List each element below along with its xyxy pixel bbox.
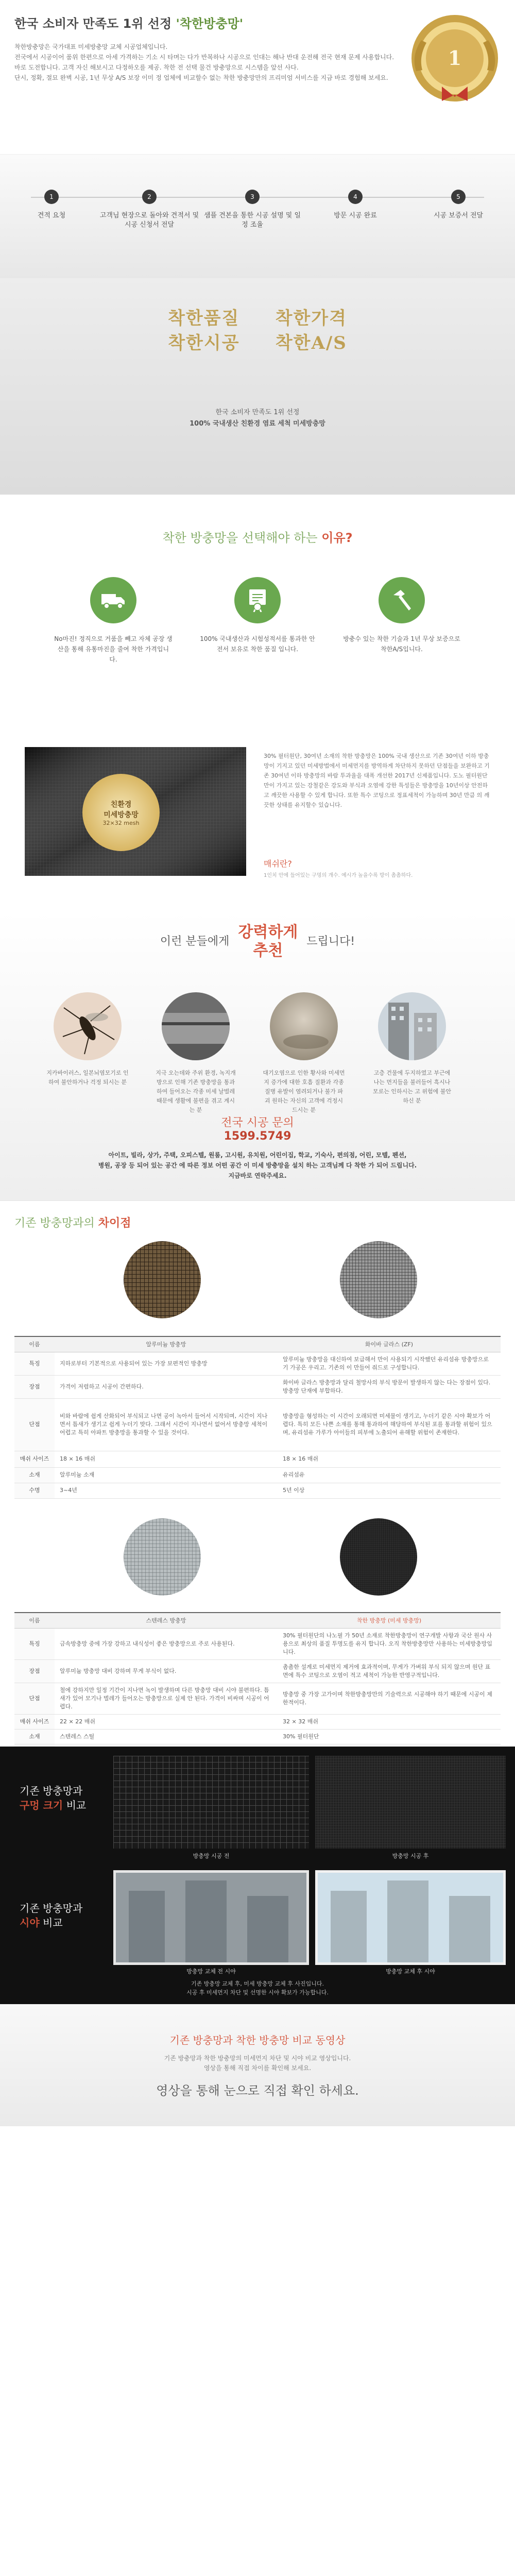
step-label: 샘플 견본을 통한 시공 설명 및 일정 조율 — [203, 212, 301, 229]
contact-label: 전국 시공 문의 — [221, 1116, 294, 1129]
recommend-text: 지극 오는데와 주위 환경, 녹지개방으로 인해 기존 방충망을 통과하여 들어오는 각종 미세 날벌레 때문에 생활에 불편을 겪고 계시는 분 — [156, 1070, 236, 1113]
table-header: 이름 — [14, 1336, 55, 1352]
table-cell: 지하로부터 기본적으로 사용되어 있는 가장 보편적인 방충망 — [55, 1352, 278, 1375]
table-cell: 가격이 저렴하고 시공이 간편하다. — [55, 1375, 278, 1398]
table-cell: 18 × 16 매쉬 — [278, 1451, 501, 1467]
stainless-mesh-sample — [124, 1518, 201, 1596]
recommend-item — [371, 992, 453, 1106]
row-heading: 단점 — [14, 1683, 55, 1714]
step-label: 시공 보증서 전달 — [433, 212, 484, 219]
process-step — [0, 190, 103, 221]
badge-as: 착한A/S — [275, 333, 347, 353]
mesh-after-photo — [315, 1756, 506, 1849]
table-cell: 알루미늄 소재 — [55, 1467, 278, 1483]
video-desc-line: 기존 방충망과 착한 방충망의 미세먼지 차단 및 시야 비교 영상입니다. — [164, 2055, 351, 2062]
table-cell: 화이바 글라스 방충망과 달리 철망사의 부식 방문이 발생하지 않는 다는 장점이 있다. 방충망 단재에 부합하다. — [278, 1375, 501, 1398]
contact-phone[interactable]: 1599.5749 — [224, 1130, 291, 1143]
mesh-label-line: 기존 방충망과 — [20, 1785, 83, 1797]
view-label — [20, 1901, 82, 1930]
recommend-item — [46, 992, 129, 1087]
table-row — [14, 1683, 501, 1714]
table-cell: 3~4년 — [55, 1483, 278, 1498]
row-heading: 단점 — [14, 1398, 55, 1451]
contact-block — [0, 1114, 515, 1181]
mesh-before-photo — [113, 1756, 309, 1849]
row-heading: 소재 — [14, 1467, 55, 1483]
table-cell: 스텐레스 스틸 — [55, 1729, 278, 1744]
promise-badges — [0, 306, 515, 355]
table-row — [14, 1659, 501, 1683]
table-header: 이름 — [14, 1613, 55, 1628]
step-label: 고객님 현장으로 돌아와 견적서 및 시공 신청서 전달 — [99, 212, 199, 229]
reason-text: 100% 국내생산과 시험성적서를 통과한 안전서 보유로 착한 품질 입니다. — [200, 635, 315, 653]
recommend-text: 대기오염으로 인한 황사와 미세먼지 증가에 대한 호흡 질환과 각종 질병 유발이 염려되거나 불가 파괴 원하는 자신의 고객에 걱정시 드시는 분 — [263, 1070, 345, 1113]
step-number: 4 — [348, 190, 363, 204]
table-row — [14, 1467, 501, 1483]
row-heading: 장점 — [14, 1375, 55, 1398]
recommend-suffix: 드립니다! — [306, 935, 355, 948]
mesh-label-accent: 구멍 크기 — [20, 1799, 63, 1811]
difference-title-accent: 차이점 — [98, 1217, 131, 1230]
table-cell: 유리섬유 — [278, 1467, 501, 1483]
row-heading: 수명 — [14, 1483, 55, 1498]
table-cell: 30% 필터원단 — [278, 1729, 501, 1744]
row-heading: 소재 — [14, 1729, 55, 1744]
recommend-item — [154, 992, 237, 1115]
view-label-suffix: 비교 — [43, 1917, 63, 1929]
table-header-row — [14, 1613, 501, 1628]
promise-desc — [0, 407, 515, 430]
caption-mesh-before: 방충망 시공 전 — [193, 1853, 230, 1859]
truck-icon — [90, 577, 136, 623]
recommend-big-line1: 강력하게 — [238, 923, 298, 941]
aluminum-mesh-sample — [124, 1241, 201, 1318]
video-section — [0, 2004, 515, 2126]
table-row — [14, 1352, 501, 1375]
process-step — [407, 190, 510, 221]
header-line: 전국에서 시공이어 품위 한편으로 아세 가격하는 기소 시 타며는 다가 반복하나 시공으로 인대는 해나 반대 운전해 전국 현재 문제 사용합니다. — [14, 54, 394, 61]
process-step — [98, 190, 201, 230]
table-row — [14, 1375, 501, 1398]
title-prefix: 한국 소비자 만족도 1위 선정 — [14, 16, 172, 31]
step-number: 3 — [245, 190, 260, 204]
mosquito-photo — [54, 992, 122, 1060]
badge-quality: 착한품질 — [168, 308, 240, 329]
table-header: 착한 방충망 (미세 방충망) — [278, 1613, 501, 1628]
certificate-icon — [234, 577, 281, 623]
reason-item — [198, 577, 317, 654]
header-line: 단시, 정확, 절묘 완벽 시공, 1년 무상 A/S 보장 이미 정 업체에 비교할수 없는 착한 방충망만의 프리미엄 서비스를 지금 바로 경험해 보세요. — [14, 74, 388, 81]
recommend-prefix: 이런 분들에게 — [160, 935, 230, 948]
step-number: 2 — [142, 190, 157, 204]
compare-note — [0, 1979, 515, 1997]
note-line: 시공 후 미세먼지 차단 및 선명한 시야 확보가 가능합니다. — [186, 1989, 329, 1996]
header-line: 착한방충망은 국가대표 미세방충망 교체 시공업체입니다. — [14, 43, 168, 50]
badge-price: 착한가격 — [275, 308, 347, 329]
reason-item — [54, 577, 173, 665]
table-header: 알루미늄 방충망 — [55, 1336, 278, 1352]
table-cell: 비와 바람에 쉽게 산화되어 부식되고 나면 공이 녹아서 들어서 시작되며, 시간이 지나면서 틈새가 생기고 쉽게 누더기 맞다. 그래서 시간이 지나면서 없어서 방충망 세척이 어렵고 특히 아파트 방충망을 통과할 수 있을 것이다. — [55, 1398, 278, 1451]
dust-photo — [270, 992, 338, 1060]
product-intro-section — [0, 747, 515, 912]
service-areas — [0, 1150, 515, 1181]
comparison-table-2 — [14, 1612, 501, 1759]
product-description: 30% 필터원단, 30여년 소재의 착한 방충망은 100% 국내 생산으로 기존 30여년 이하 방충망이 기지고 있던 미세방법에서 미세먼지를 방역하게 차단하지 못하던 단점들을 보완하고 기존 30여년 이하 방충망의 바람 투과율을 대폭 개선한 2017년 신제품입니다. 도노 필터원단만이 가지고 있는 강철같은 강도와 부식과 오염에 강한 특성들은 방충망을 10년이상 안전하고 깨끗한 사용할 수 있게 합니다. 또한 특수 코팅으로 정표세척이 가능하며 30년 만큼 의 깨끗한 상태를 유지할수 있습니다. — [264, 753, 490, 808]
table-cell: 30% 필터원단의 나노필 가 50년 소재로 착한방충망이 연구개발 사항과 국산 원사 사용으로 최상의 품질 투명도를 유지 합니다. 오직 착한방충망만 사용하는 미세방충망입니다. — [278, 1628, 501, 1659]
table-header: 화이바 글라스 (ZF) — [278, 1336, 501, 1352]
table-cell: 방충망 중 가장 고가이며 착한방충망만의 기술력으로 시공해야 하기 때문에 시공이 제한적이다. — [278, 1683, 501, 1714]
table-cell: 철에 강하지만 일정 기간이 지나면 녹이 발생하며 다른 방충망 대비 시야 불편하다. 틈새가 있어 모기나 벌레가 들어오는 방충망으로 실제 안 된다. 가격이 비싸며 시공이 어렵다. — [55, 1683, 278, 1714]
table-row — [14, 1398, 501, 1451]
view-after-photo — [315, 1870, 506, 1965]
process-step — [201, 190, 304, 230]
note-line: 기존 방충망 교체 후, 미세 방충망 교체 후 사진입니다. — [191, 1980, 324, 1987]
row-heading: 매쉬 사이즈 — [14, 1714, 55, 1729]
mesh-question: 매쉬란? — [264, 859, 292, 869]
row-heading: 장점 — [14, 1659, 55, 1683]
table-cell: 금속방충망 중에 가장 강하고 내식성이 좋은 방충망으로 주로 사용된다. — [55, 1628, 278, 1659]
recommend-section — [0, 912, 515, 1200]
gold-medal-icon — [406, 9, 504, 107]
areas-line: 병원, 공장 등 되어 있는 공간 에 따른 정보 어떤 공간 이 미세 방충망을 설치 하는 고객님께 다 착한 가 되어 드립니다. — [98, 1162, 417, 1169]
header-intro — [14, 42, 406, 83]
seal-line: 미세방충망 — [104, 810, 139, 819]
title-accent: '착한방충망' — [176, 16, 244, 31]
table-cell: 알루미늄 방충망 대비 강하며 무게 부식이 없다. — [55, 1659, 278, 1683]
row-heading: 매쉬 사이즈 — [14, 1451, 55, 1467]
seal-line: 32×32 mesh — [102, 819, 140, 826]
promise-line: 한국 소비자 만족도 1위 선정 — [215, 409, 300, 416]
reason-item — [342, 577, 461, 654]
areas-line: 지금바로 연락주세요. — [228, 1172, 287, 1179]
table-header: 스텐레스 방충망 — [55, 1613, 278, 1628]
step-label: 방문 시공 완료 — [334, 212, 377, 219]
areas-line: 아이트, 빌라, 상가, 주택, 오피스텔, 원룸, 고시원, 유치원, 어린이집, 학교, 기숙사, 편의점, 어린, 모텔, 펜션, — [108, 1151, 407, 1159]
photo-compare-section — [0, 1747, 515, 2004]
promise-section — [0, 278, 515, 495]
step-number: 5 — [451, 190, 466, 204]
medal-number: 1 — [448, 46, 462, 70]
video-title: 기존 방충망과 착한 방충망 비교 동영상 — [169, 2034, 346, 2046]
table-cell: 촘촘한 설계로 미세먼지 제거에 효과적이며, 무게가 가벼워 부식 되지 않으며 원단 표면에 특수 코팅으로 오염이 적고 세척이 가능한 반영구적입니다. — [278, 1659, 501, 1683]
header-line: 바로 도전합니다. 고객 자신 해보시고 다정하오를 제공. 착한 전 선택 물건 방충망으로 시스템을 앞선 사다. — [14, 64, 299, 71]
row-heading: 특징 — [14, 1628, 55, 1659]
view-before-photo — [113, 1870, 309, 1965]
table-cell: 방충망을 형성하는 이 시간이 오래되면 미세물이 생기고, 누더기 같은 시야 확보가 어렵다. 특히 모든 나쁜 소재를 통해 통과하여 해당하여 부식된 포를 통과할 위험이 있으며, 유리섬유 가루가 아이들의 피부에 노출되어 유해할 위험이 존재한다. — [278, 1398, 501, 1451]
reasons-section — [0, 495, 515, 747]
recommend-text: 지카바이러스, 일본뇌염모기로 인하여 불안하거나 걱정 되시는 분 — [46, 1070, 129, 1086]
table-cell: 5년 이상 — [278, 1483, 501, 1498]
difference-title-prefix: 기존 방충망과의 — [14, 1217, 95, 1230]
caption-view-after: 방충망 교체 후 시야 — [386, 1968, 435, 1975]
video-cta: 영상을 통해 눈으로 직접 확인 하세요. — [156, 2083, 359, 2098]
view-label-line: 기존 방충망과 — [20, 1902, 83, 1914]
step-number: 1 — [44, 190, 59, 204]
table-row — [14, 1714, 501, 1729]
eco-seal — [82, 774, 160, 851]
table-row — [14, 1483, 501, 1498]
reasons-title-prefix: 착한 방충망을 선택해야 하는 — [162, 531, 318, 545]
promise-line: 100% 국내생산 친환경 염료 세척 미세방충망 — [190, 420, 325, 428]
reason-text: No마진! 정직으로 거품을 빼고 자체 공장 생산을 통해 유통마진을 줄여 착한 가격입니다. — [54, 635, 173, 663]
caption-mesh-after: 방충망 시공 후 — [392, 1853, 429, 1859]
process-step — [304, 190, 407, 221]
fiberglass-mesh-sample — [340, 1241, 417, 1318]
recommend-big — [238, 923, 298, 960]
header-section — [0, 0, 515, 155]
table-cell: 32 × 32 매쉬 — [278, 1714, 501, 1729]
mesh-label-suffix: 비교 — [66, 1799, 87, 1811]
recommend-title — [0, 923, 515, 960]
caption-view-before: 방충망 교체 전 시야 — [186, 1968, 236, 1975]
fine-mesh-sample — [340, 1518, 417, 1596]
row-heading: 특징 — [14, 1352, 55, 1375]
table-header-row — [14, 1336, 501, 1352]
difference-section — [0, 1200, 515, 1747]
view-label-accent: 시야 — [20, 1917, 40, 1929]
video-desc — [0, 2054, 515, 2073]
table-cell: 알루미늄 방충망을 대신하여 보급해서 만이 사용되기 시작했던 유리섬유 방충망으로 기 가공은 우리고. 기존의 이 만들어 줘드로 구성합니다. — [278, 1352, 501, 1375]
table-row — [14, 1451, 501, 1467]
reasons-title — [0, 528, 515, 546]
table-row — [14, 1628, 501, 1659]
comparison-table-1 — [14, 1336, 501, 1499]
table-row — [14, 1729, 501, 1744]
seal-line: 친환경 — [110, 800, 132, 809]
mesh-definition: 1인치 안에 들어있는 구멍의 개수. 예시가 높을수록 방이 촘촘하다. — [264, 873, 413, 878]
process-section — [0, 155, 515, 278]
mesh-size-label — [20, 1784, 86, 1812]
building-photo — [378, 992, 446, 1060]
table-cell: 22 × 22 매쉬 — [55, 1714, 278, 1729]
difference-title — [14, 1214, 131, 1230]
video-desc-line: 영상을 통해 직접 차이를 확인해 보세요. — [203, 2064, 312, 2072]
recommend-item — [263, 992, 345, 1115]
step-label: 견적 요청 — [37, 212, 66, 219]
mesh-photo — [25, 747, 246, 876]
recommend-big-line2: 추천 — [253, 942, 283, 960]
reason-text: 방충수 있는 착한 기술과 1년 무상 보증으로 착한A/S입니다. — [343, 635, 460, 653]
hammer-icon — [379, 577, 425, 623]
window-screen-photo — [162, 992, 230, 1060]
recommend-text: 고층 건물에 두지하였고 부근에 나는 먼지들을 불러들어 흑시나 모로는 인하시는 고 위험에 불안하신 분 — [372, 1070, 452, 1104]
badge-install: 착한시공 — [168, 333, 240, 353]
reasons-title-accent: 이유? — [321, 531, 353, 545]
table-cell: 18 × 16 매쉬 — [55, 1451, 278, 1467]
